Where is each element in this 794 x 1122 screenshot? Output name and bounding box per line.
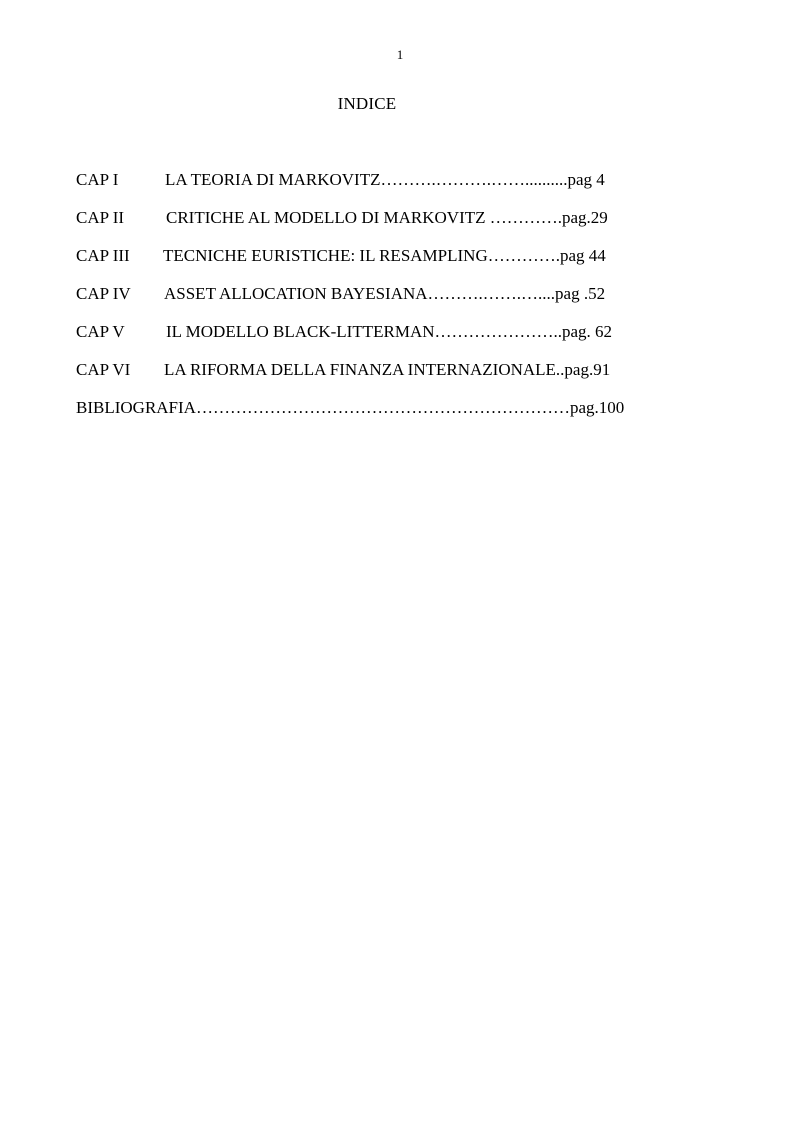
chapter-label: CAP IV	[76, 284, 131, 303]
chapter-title-with-page: IL MODELLO BLACK-LITTERMAN…………………..pag. 62	[166, 322, 613, 341]
chapter-title-with-page: TECNICHE EURISTICHE: IL RESAMPLING………….pag 44	[163, 246, 606, 265]
toc-entry-cap-4	[76, 284, 716, 322]
chapter-title-with-page: LA RIFORMA DELLA FINANZA INTERNAZIONALE..pag.91	[164, 360, 611, 379]
page-number: 1	[396, 47, 404, 62]
toc-entry-cap-5	[76, 322, 716, 360]
chapter-label: CAP V	[76, 322, 125, 341]
chapter-label: CAP III	[76, 246, 130, 265]
chapter-label: CAP I	[76, 170, 119, 189]
toc-entry-cap-1	[76, 170, 716, 208]
chapter-title-with-page: LA TEORIA DI MARKOVITZ……….……….……..........pag 4	[165, 170, 605, 189]
toc-entry-cap-2	[76, 208, 716, 246]
toc-entry-bibliography	[76, 398, 716, 436]
page-title: INDICE	[337, 94, 397, 113]
toc-entry-cap-6	[76, 360, 716, 398]
chapter-title-with-page: ASSET ALLOCATION BAYESIANA……….…….…....pag .52	[164, 284, 606, 303]
table-of-contents	[76, 170, 716, 436]
chapter-label: CAP VI	[76, 360, 131, 379]
toc-entry-cap-3	[76, 246, 716, 284]
chapter-title-with-page: CRITICHE AL MODELLO DI MARKOVITZ ………….pag.29	[166, 208, 608, 227]
bibliography-entry: BIBLIOGRAFIA…………………………………………………………pag.100	[76, 398, 625, 417]
chapter-label: CAP II	[76, 208, 125, 227]
